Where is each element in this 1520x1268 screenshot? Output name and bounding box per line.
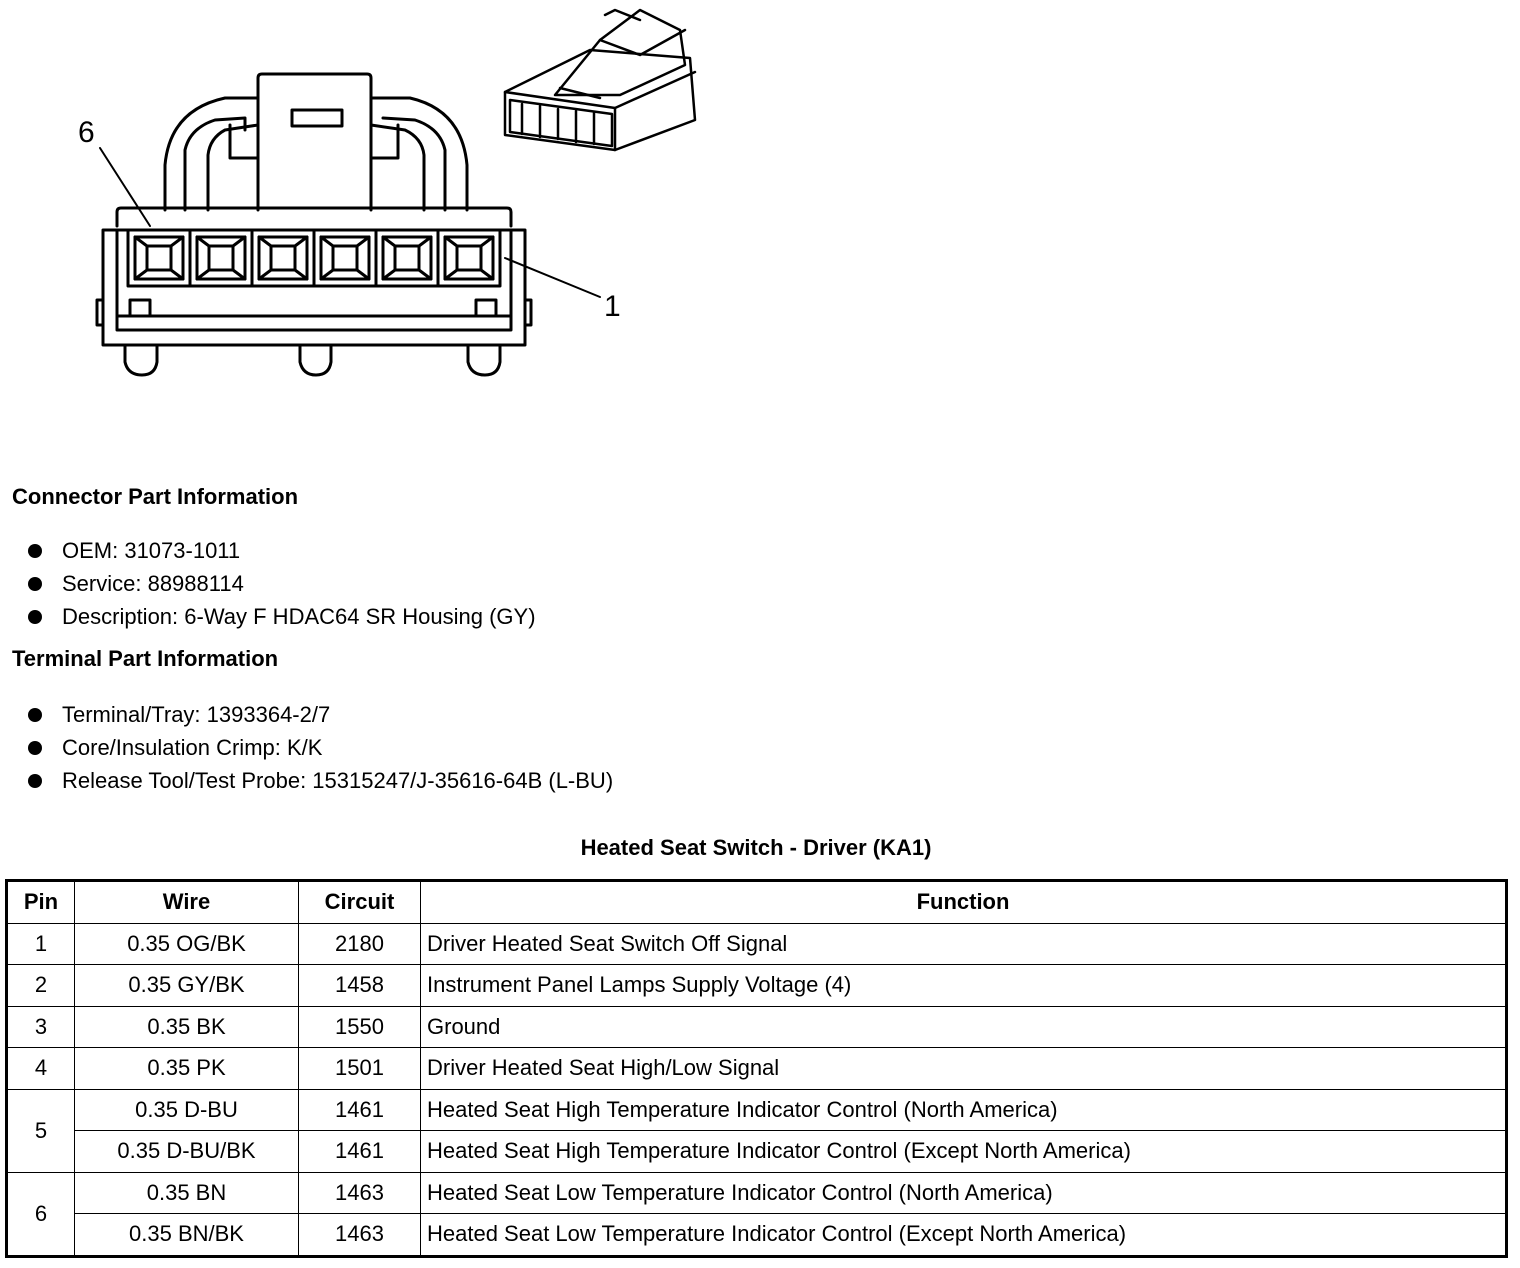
circuit-cell: 1501	[299, 1048, 421, 1090]
pin-cell: 3	[7, 1006, 75, 1048]
circuit-cell: 1458	[299, 965, 421, 1007]
connector-description: Description: 6-Way F HDAC64 SR Housing (GY)	[28, 600, 536, 633]
connector-3d-view	[505, 10, 695, 150]
table-row	[7, 923, 1507, 965]
connector-face-drawing	[97, 74, 600, 375]
wire-cell: 0.35 D-BU	[75, 1089, 299, 1131]
table-row	[7, 1214, 1507, 1257]
terminal-info-list	[28, 698, 613, 797]
circuit-cell: 1463	[299, 1172, 421, 1214]
pinout-table	[5, 879, 1508, 1258]
table-title: Heated Seat Switch - Driver (KA1)	[580, 835, 932, 860]
wire-cell: 0.35 D-BU/BK	[75, 1131, 299, 1173]
table-row	[7, 1089, 1507, 1131]
header-pin: Pin	[7, 881, 75, 924]
connector-info-title: Connector Part Information	[12, 484, 299, 509]
wire-cell: 0.35 OG/BK	[75, 923, 299, 965]
header-function: Function	[421, 881, 1507, 924]
terminal-release-tool: Release Tool/Test Probe: 15315247/J-35616-64B (L-BU)	[28, 764, 613, 797]
terminal-tray: Terminal/Tray: 1393364-2/7	[28, 698, 613, 731]
circuit-cell: 1461	[299, 1089, 421, 1131]
header-circuit: Circuit	[299, 881, 421, 924]
function-cell: Driver Heated Seat High/Low Signal	[421, 1048, 1507, 1090]
table-row	[7, 1172, 1507, 1214]
header-wire: Wire	[75, 881, 299, 924]
callout-pin-1: 1	[604, 290, 621, 323]
pin-cell: 6	[7, 1172, 75, 1256]
table-row	[7, 1048, 1507, 1090]
pin-cell: 1	[7, 923, 75, 965]
callout-pin-6: 6	[78, 116, 95, 149]
table-row	[7, 1006, 1507, 1048]
pin-cell: 4	[7, 1048, 75, 1090]
terminal-info-title: Terminal Part Information	[12, 646, 279, 671]
function-cell: Heated Seat Low Temperature Indicator Control (Except North America)	[421, 1214, 1507, 1257]
function-cell: Heated Seat High Temperature Indicator Control (Except North America)	[421, 1131, 1507, 1173]
function-cell: Ground	[421, 1006, 1507, 1048]
circuit-cell: 1550	[299, 1006, 421, 1048]
table-row	[7, 1131, 1507, 1173]
function-cell: Driver Heated Seat Switch Off Signal	[421, 923, 1507, 965]
connector-oem: OEM: 31073-1011	[28, 534, 536, 567]
table-header-row	[7, 881, 1507, 924]
terminal-cavities	[128, 230, 500, 286]
wire-cell: 0.35 BK	[75, 1006, 299, 1048]
circuit-cell: 2180	[299, 923, 421, 965]
connector-service: Service: 88988114	[28, 567, 536, 600]
pin-cell: 2	[7, 965, 75, 1007]
circuit-cell: 1463	[299, 1214, 421, 1257]
wire-cell: 0.35 BN/BK	[75, 1214, 299, 1257]
circuit-cell: 1461	[299, 1131, 421, 1173]
pin-cell: 5	[7, 1089, 75, 1172]
terminal-crimp: Core/Insulation Crimp: K/K	[28, 731, 613, 764]
wire-cell: 0.35 BN	[75, 1172, 299, 1214]
function-cell: Heated Seat High Temperature Indicator Control (North America)	[421, 1089, 1507, 1131]
function-cell: Heated Seat Low Temperature Indicator Control (North America)	[421, 1172, 1507, 1214]
wire-cell: 0.35 PK	[75, 1048, 299, 1090]
connector-diagram	[0, 0, 720, 400]
connector-info-list	[28, 534, 536, 633]
wire-cell: 0.35 GY/BK	[75, 965, 299, 1007]
function-cell: Instrument Panel Lamps Supply Voltage (4)	[421, 965, 1507, 1007]
table-row	[7, 965, 1507, 1007]
